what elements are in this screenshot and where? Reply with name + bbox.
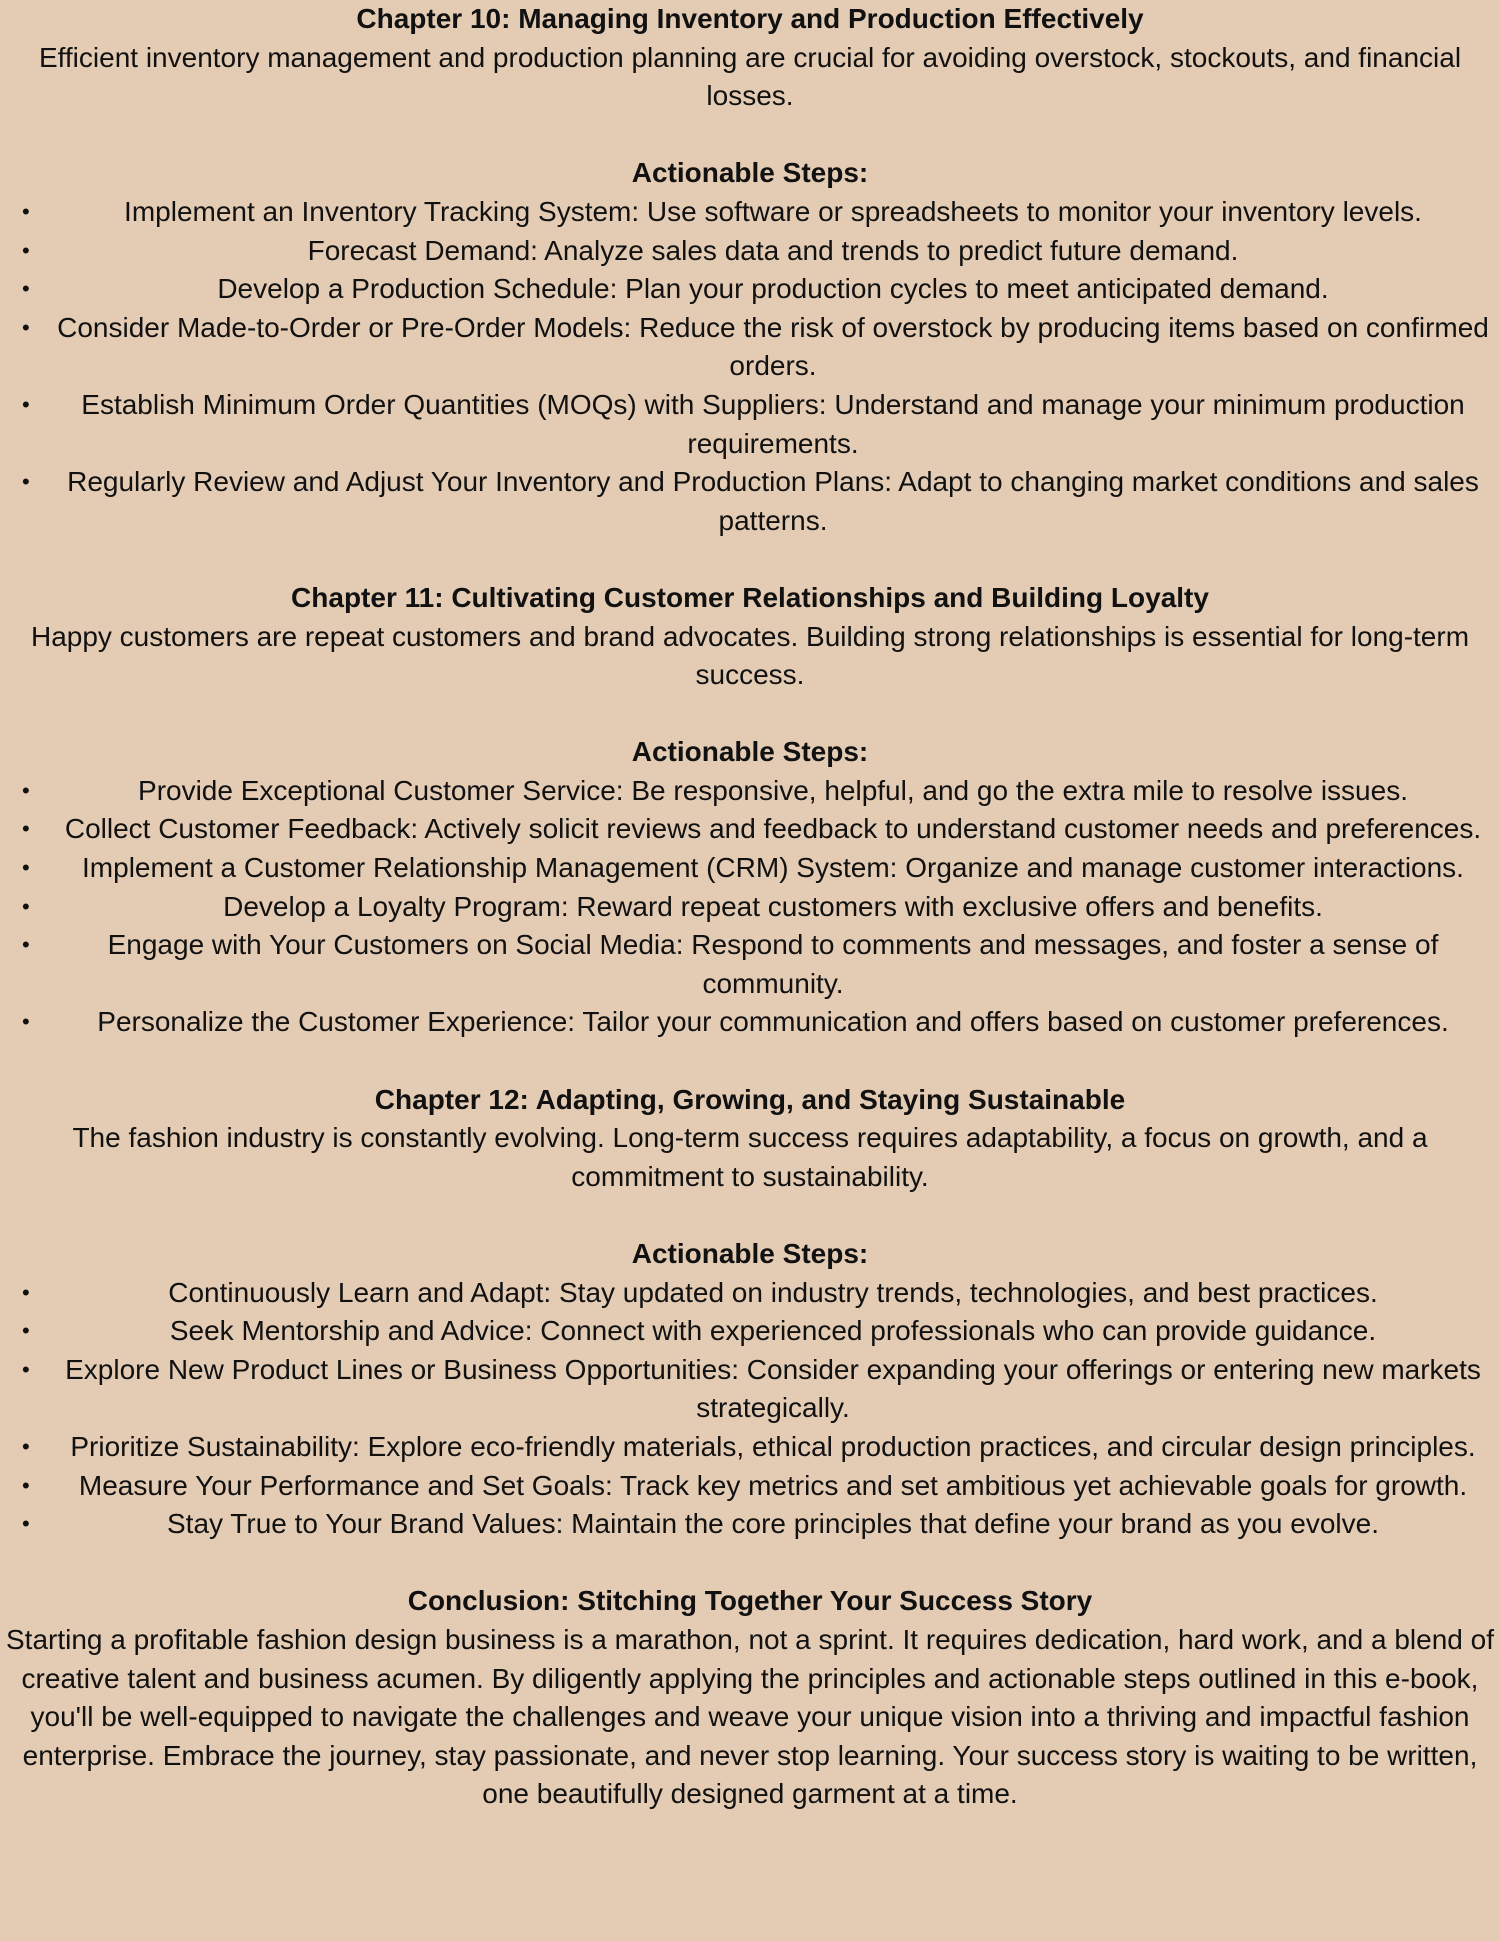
list-item bbox=[4, 232, 1496, 271]
list-item-text: Consider Made-to-Order or Pre-Order Models: Reduce the risk of overstock by producing items based on confirmed orders. bbox=[57, 311, 1489, 382]
chapter-title: Chapter 12: Adapting, Growing, and Staying Sustainable bbox=[374, 1083, 1126, 1115]
chapter-title: Chapter 11: Cultivating Customer Relationships and Building Loyalty bbox=[291, 581, 1209, 613]
bullet-icon: • bbox=[22, 893, 30, 919]
list-item bbox=[4, 1467, 1496, 1506]
list-item bbox=[4, 1351, 1496, 1428]
chapter-title: Chapter 10: Managing Inventory and Production Effectively bbox=[356, 3, 1144, 34]
list-item-text: Explore New Product Lines or Business Opportunities: Consider expanding your offerings or entering new markets strategically. bbox=[65, 1353, 1481, 1424]
list-item bbox=[4, 463, 1496, 540]
bullet-icon: • bbox=[22, 1511, 30, 1537]
list-item bbox=[4, 810, 1496, 849]
bullet-icon: • bbox=[22, 932, 30, 958]
list-item bbox=[4, 849, 1496, 888]
list-item-text: Develop a Loyalty Program: Reward repeat customers with exclusive offers and benefits. bbox=[223, 890, 1323, 922]
list-item-text: Stay True to Your Brand Values: Maintain the core principles that define your brand as you evolve. bbox=[167, 1508, 1379, 1540]
bullet-icon: • bbox=[22, 314, 30, 340]
list-item-text: Continuously Learn and Adapt: Stay updated on industry trends, technologies, and best practices. bbox=[168, 1276, 1378, 1308]
steps-heading: Actionable Steps: bbox=[631, 1238, 869, 1269]
chapter-12-section bbox=[4, 1081, 1496, 1544]
chapter-intro: Happy customers are repeat customers and brand advocates. Building strong relationships is essential for long-term success. bbox=[30, 620, 1470, 691]
list-item-text: Provide Exceptional Customer Service: Be responsive, helpful, and go the extra mile to resolve issues. bbox=[138, 774, 1408, 806]
list-item-text: Seek Mentorship and Advice: Connect with experienced professionals who can provide guidance. bbox=[169, 1315, 1377, 1347]
bullet-icon: • bbox=[22, 1433, 30, 1459]
list-item bbox=[4, 1312, 1496, 1351]
list-item bbox=[4, 1428, 1496, 1467]
list-item bbox=[4, 309, 1496, 386]
bullet-icon: • bbox=[22, 469, 30, 495]
list-item bbox=[4, 926, 1496, 1003]
conclusion-section bbox=[4, 1582, 1496, 1814]
bullet-icon: • bbox=[22, 391, 30, 417]
list-item-text: Forecast Demand: Analyze sales data and trends to predict future demand. bbox=[307, 234, 1239, 266]
list-item-text: Implement a Customer Relationship Management (CRM) System: Organize and manage customer interactions. bbox=[82, 852, 1464, 884]
bullet-icon: • bbox=[22, 276, 30, 302]
chapter-intro: The fashion industry is constantly evolving. Long-term success requires adaptability, a focus on growth, and a commitment to sustainability. bbox=[72, 1122, 1428, 1192]
list-item-text: Implement an Inventory Tracking System: Use software or spreadsheets to monitor your inventory levels. bbox=[124, 195, 1422, 227]
bullet-icon: • bbox=[22, 777, 30, 803]
steps-heading: Actionable Steps: bbox=[631, 736, 869, 768]
list-item bbox=[4, 1003, 1496, 1042]
steps-list bbox=[4, 772, 1496, 1042]
bullet-icon: • bbox=[22, 198, 30, 224]
bullet-icon: • bbox=[22, 1009, 30, 1035]
list-item-text: Develop a Production Schedule: Plan your production cycles to meet anticipated demand. bbox=[217, 273, 1329, 305]
list-item-text: Collect Customer Feedback: Actively solicit reviews and feedback to understand customer needs and preferences. bbox=[64, 813, 1482, 845]
bullet-icon: • bbox=[22, 237, 30, 263]
chapter-11-section bbox=[4, 579, 1496, 1042]
list-item-text: Prioritize Sustainability: Explore eco-friendly materials, ethical production practices, and circular design principles. bbox=[70, 1430, 1476, 1462]
list-item bbox=[4, 1505, 1496, 1544]
list-item-text: Personalize the Customer Experience: Tailor your communication and offers based on customer preferences. bbox=[97, 1006, 1449, 1038]
list-item bbox=[4, 1274, 1496, 1313]
steps-list bbox=[4, 1274, 1496, 1544]
chapter-10-section bbox=[4, 0, 1496, 540]
list-item-text: Regularly Review and Adjust Your Inventory and Production Plans: Adapt to changing market conditions and sales patterns. bbox=[67, 466, 1479, 536]
conclusion-text: Starting a profitable fashion design business is a marathon, not a sprint. It requires dedication, hard work, and a blend of creative talent and business acumen. By diligently applying the principles and actionable steps outlined in this e-book, you'll be well-equipped to navigate the challenges and weave your unique vision into a thriving and impactful fashion enterprise. Embrace the journey, stay passionate, and never stop learning. Your success story is waiting to be written, one beautifully designed garment at a time. bbox=[6, 1623, 1494, 1810]
bullet-icon: • bbox=[22, 1472, 30, 1498]
list-item-text: Establish Minimum Order Quantities (MOQs) with Suppliers: Understand and manage your minimum production requirements. bbox=[81, 388, 1465, 459]
list-item-text: Engage with Your Customers on Social Media: Respond to comments and messages, and foster a sense of community. bbox=[107, 929, 1439, 999]
bullet-icon: • bbox=[22, 1356, 30, 1382]
bullet-icon: • bbox=[22, 1279, 30, 1305]
list-item bbox=[4, 270, 1496, 309]
conclusion-title: Conclusion: Stitching Together Your Success Story bbox=[407, 1585, 1093, 1617]
bullet-icon: • bbox=[22, 816, 30, 842]
bullet-icon: • bbox=[22, 855, 30, 881]
chapter-intro: Efficient inventory management and production planning are crucial for avoiding overstock, stockouts, and financial losses. bbox=[38, 41, 1462, 112]
list-item bbox=[4, 772, 1496, 811]
steps-heading: Actionable Steps: bbox=[631, 157, 869, 189]
bullet-icon: • bbox=[22, 1318, 30, 1344]
list-item bbox=[4, 386, 1496, 463]
list-item bbox=[4, 888, 1496, 927]
list-item bbox=[4, 193, 1496, 232]
list-item-text: Measure Your Performance and Set Goals: Track key metrics and set ambitious yet achievable goals for growth. bbox=[78, 1469, 1468, 1501]
steps-list bbox=[4, 193, 1496, 540]
